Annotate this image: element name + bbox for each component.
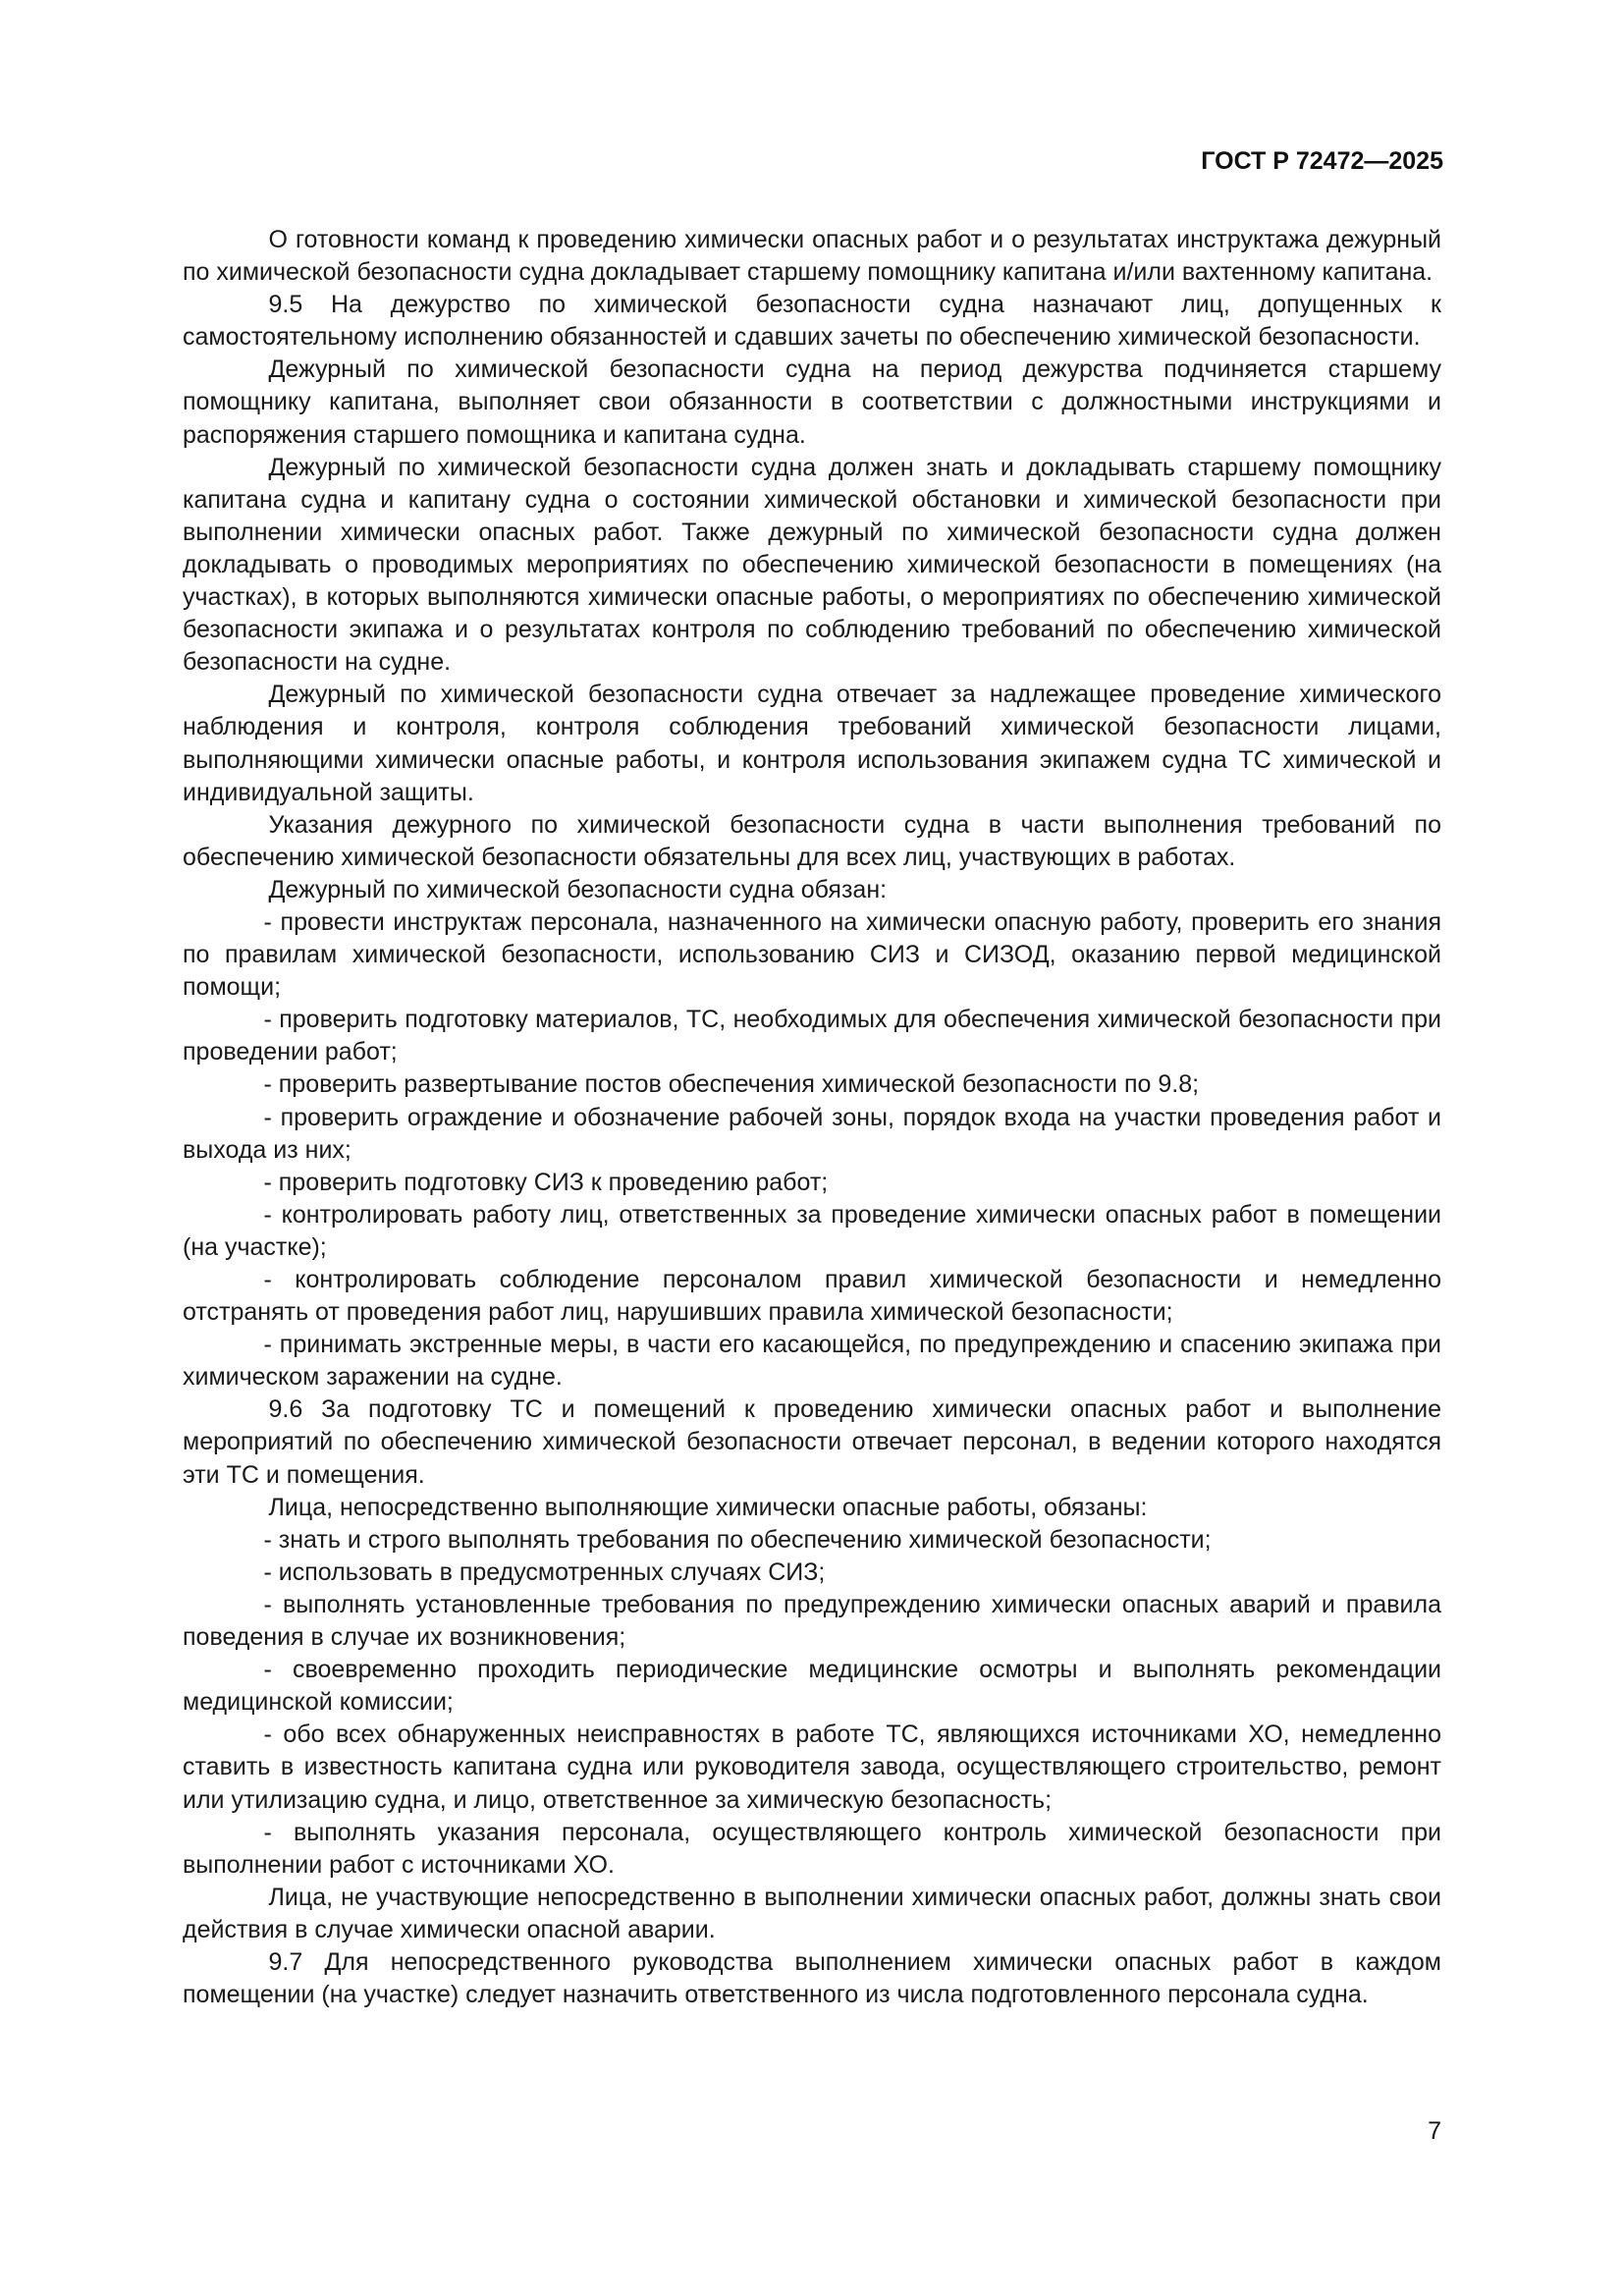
paragraph: Дежурный по химической безопасности судна отвечает за надлежащее проведение химического наблюдения и контроля, контроля соблюдения требований химической безопасности лицами, выполняющими химически опасные работы, и контроля использования экипажем судна ТС химической и индивидуальной защиты. — [183, 681, 1441, 806]
list-item: - обо всех обнаруженных неисправностях в работе ТС, являющихся источниками ХО, немедленно ставить в известность капитана судна или руководителя завода, осуществляющего строительство, ремонт или утилизацию судна, и лицо, ответственное за химическую безопасность; — [183, 1721, 1441, 1814]
paragraph: О готовности команд к проведению химически опасных работ и о результатах инструктажа дежурный по химической безопасности судна докладывает старшему помощнику капитана и/или вахтенному капитана. — [183, 226, 1441, 287]
list-item: - знать и строго выполнять требования по обеспечению химической безопасности; — [263, 1525, 1212, 1554]
list-item: - использовать в предусмотренных случаях СИЗ; — [263, 1558, 826, 1586]
paragraph: Дежурный по химической безопасности судна должен знать и докладывать старшему помощнику капитана судна и капитану судна о состоянии химической обстановки и химической безопасности при выполнении химически опасных работ. Также дежурный по химической безопасности судна должен докладывать о проводимых мероприятиях по обеспечению химической безопасности в помещениях (на участках), в которых выполняются химически опасные работы, о мероприятиях по обеспечению химической безопасности экипажа и о результатах контроля по соблюдению требований по обеспечению химической безопасности на судне. — [183, 453, 1441, 677]
list-item: - контролировать работу лиц, ответственных за проведение химически опасных работ в помещении (на участке); — [183, 1200, 1441, 1261]
paragraph: 9.7 Для непосредственного руководства выполнением химически опасных работ в каждом помещении (на участке) следует назначить ответственного из числа подготовленного персонала судна. — [183, 1947, 1441, 2009]
paragraph: Лица, не участвующие непосредственно в выполнении химически опасных работ, должны знать свои действия в случае химически опасной аварии. — [183, 1883, 1441, 1943]
list-item: - своевременно проходить периодические медицинские осмотры и выполнять рекомендации медицинской комиссии; — [183, 1656, 1441, 1717]
list-item: - проверить развертывание постов обеспечения химической безопасности по 9.8; — [263, 1070, 1200, 1099]
paragraph: Дежурный по химической безопасности судна на период дежурства подчиняется старшему помощнику капитана, выполняет свои обязанности в соответствии с должностными инструкциями и распоряжения старшего помощника и капитана судна. — [183, 355, 1441, 449]
paragraph: Дежурный по химической безопасности судна обязан: — [268, 875, 888, 903]
list-item: - принимать экстренные меры, в части его касающейся, по предупреждению и спасению экипажа при химическом заражении на судне. — [183, 1331, 1441, 1392]
paragraph: 9.6 За подготовку ТС и помещений к проведению химически опасных работ и выполнение мероприятий по обеспечению химической безопасности отвечает персонал, в ведении которого находятся эти ТС и помещения. — [183, 1395, 1441, 1489]
list-item: - проверить подготовку СИЗ к проведению работ; — [263, 1168, 829, 1196]
list-item: - проверить ограждение и обозначение рабочей зоны, порядок входа на участки проведения работ и выхода из них; — [183, 1103, 1441, 1164]
document-body — [183, 224, 1441, 2011]
document-header-id: ГОСТ Р 72472—2025 — [1201, 147, 1443, 175]
list-item: - выполнять указания персонала, осуществляющего контроль химической безопасности при выполнении работ с источниками ХО. — [183, 1818, 1441, 1879]
list-item: - провести инструктаж персонала, назначенного на химически опасную работу, проверить его знания по правилам химической безопасности, использованию СИЗ и СИЗОД, оказанию первой медицинской помощи; — [183, 907, 1441, 1002]
paragraph: 9.5 На дежурство по химической безопасности судна назначают лиц, допущенных к самостоятельному исполнению обязанностей и сдавших зачеты по обеспечению химической безопасности. — [183, 291, 1441, 352]
list-item: - контролировать соблюдение персоналом правил химической безопасности и немедленно отстранять от проведения работ лиц, нарушивших правила химической безопасности; — [183, 1266, 1441, 1327]
paragraph: Лица, непосредственно выполняющие химически опасные работы, обязаны: — [268, 1493, 1148, 1521]
paragraph: Указания дежурного по химической безопасности судна в части выполнения требований по обеспечению химической безопасности обязательны для всех лиц, участвующих в работах. — [183, 810, 1441, 871]
list-item: - проверить подготовку материалов, ТС, необходимых для обеспечения химической безопасности при проведении работ; — [183, 1006, 1441, 1066]
page-number: 7 — [1428, 2117, 1441, 2145]
list-item: - выполнять установленные требования по предупреждению химически опасных аварий и правила поведения в случае их возникновения; — [183, 1590, 1441, 1652]
